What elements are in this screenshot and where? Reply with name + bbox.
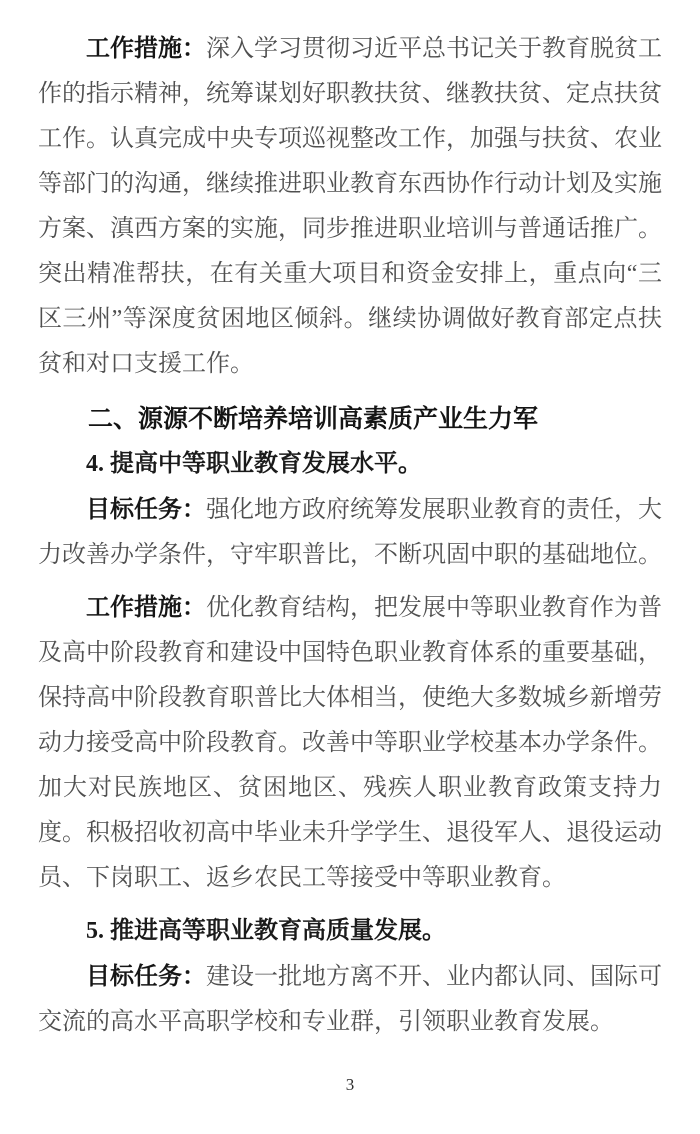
section-heading: 二、源源不断培养培训高素质产业生力军 xyxy=(88,405,539,433)
item-4-heading: 4. 提高中等职业教育发展水平。 xyxy=(86,451,422,477)
paragraph-work-measures-2 xyxy=(38,585,662,901)
paragraph-text: 优化教育结构，把发展中等职业教育作为普及高中阶段教育和建设中国特色职业教育体系的重要基础，保持高中阶段教育职普比大体相当，使绝大多数城乡新增劳动力接受高中阶段教育。改善中等职业学校基本办学条件。加大对民族地区、贫困地区、残疾人职业教育政策支持力度。积极招收初高中毕业未升学学生、退役军人、退役运动员、下岗职工、返乡农民工等接受中等职业教育。 xyxy=(38,595,662,891)
paragraph-text: 深入学习贯彻习近平总书记关于教育脱贫工作的指示精神，统筹谋划好职教扶贫、继教扶贫、定点扶贫工作。认真完成中央专项巡视整改工作，加强与扶贫、农业等部门的沟通，继续推进职业教育东西协作行动计划及实施方案、滇西方案的实施，同步推进职业培训与普通话推广。突出精准帮扶，在有关重大项目和资金安排上，重点向“三区三州”等深度贫困地区倾斜。继续协调做好教育部定点扶贫和对口支援工作。 xyxy=(38,36,662,377)
paragraph-work-measures-1 xyxy=(38,26,662,387)
paragraph-label: 目标任务： xyxy=(86,963,206,990)
paragraph-label: 工作措施： xyxy=(86,35,206,62)
paragraph-text: 强化地方政府统筹发展职业教育的责任，大力改善办学条件，守牢职普比，不断巩固中职的基础地位。 xyxy=(38,497,662,568)
paragraph-target-tasks-2 xyxy=(38,954,662,1045)
item-5-heading: 5. 推进高等职业教育高质量发展。 xyxy=(86,918,446,944)
paragraph-text: 建设一批地方离不开、业内都认同、国际可交流的高水平高职学校和专业群，引领职业教育发展。 xyxy=(38,964,662,1035)
page-number: 3 xyxy=(345,1075,355,1094)
paragraph-target-tasks-1 xyxy=(38,487,662,578)
paragraph-label: 目标任务： xyxy=(86,496,206,523)
paragraph-label: 工作措施： xyxy=(86,594,206,621)
